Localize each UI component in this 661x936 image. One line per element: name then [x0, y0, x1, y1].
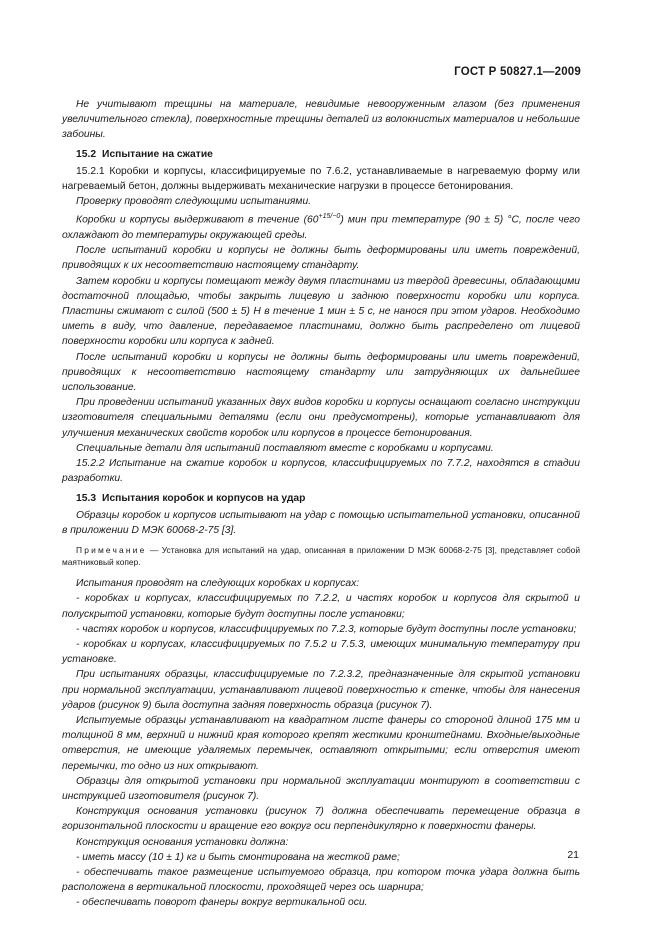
list-item: - иметь массу (10 ± 1) кг и быть смонтирована на жесткой раме;	[76, 851, 400, 863]
note	[62, 544, 580, 568]
paragraph: 15.2.1 Коробки и корпусы, классифицируемые по 7.6.2, устанавливаемые в нагреваемую форму или нагреваемый бетон, должны выдерживать механические нагрузки в процессе бетонирования.	[62, 165, 580, 193]
section-number: 15.3	[76, 492, 97, 504]
section-number: 15.2	[76, 148, 97, 160]
list-item: - коробках и корпусах, классифицируемых по 7.2.2, и частях коробок и корпусов для скрытой и полускрытой установки, которые будут доступны после установки;	[62, 593, 580, 620]
page-body	[62, 97, 580, 911]
paragraph: После испытаний коробки и корпусы не должны быть деформированы или иметь повреждений, приводящих к несоответствию настоящему стандарту или затрудняющих их дальнейшее использование.	[62, 351, 580, 394]
paragraph: При проведении испытаний указанных двух видов коробки и корпусы оснащают согласно инструкции изготовителя специальными деталями (если они предусмотрены), которые устанавливают для улучшения механических свойств коробок или корпусов в процессе бетонирования.	[62, 397, 580, 439]
paragraph-with-tolerance	[62, 209, 580, 243]
list-item: - обеспечивать поворот фанеры вокруг вертикальной оси.	[76, 897, 368, 909]
paragraph: Испытания проводят на следующих коробках и корпусах:	[76, 578, 360, 590]
paragraph: Специальные детали для испытаний поставляют вместе с коробками и корпусами.	[76, 442, 494, 454]
list-item: - коробках и корпусах, классифицируемых по 7.5.2 и 7.5.3, имеющих минимальную температуру при установке.	[62, 638, 580, 666]
paragraph: Не учитывают трещины на материале, невидимые невооруженным глазом (без применения увеличительного стекла), поверхностные трещины деталей из волокнистых материалов и небольшие забоины.	[62, 99, 580, 141]
paragraph: При испытаниях образцы, классифицируемые по 7.2.3.2, предназначенные для скрытой установки при нормальной эксплуатации, устанавливают лицевой поверхностью к стенке, чтобы для нанесения ударов (рисунок 9) была доступна задняя поверхность образца (рисунок 7).	[62, 669, 580, 711]
section-title: Испытание на сжатие	[102, 148, 213, 160]
note-text: — Установка для испытаний на удар, описанная в приложении D МЭК 60068-2-75 [3], представляет собой маятниковый копер.	[62, 545, 580, 568]
paragraph: Образцы для открытой установки при нормальной эксплуатации монтируют в соответствии с инструкцией изготовителя (рисунок 7).	[62, 775, 580, 802]
note-label: Примечание	[76, 545, 147, 556]
text-part: Коробки и корпусы выдерживают в течение (60	[76, 214, 319, 226]
list-item: - частях коробок и корпусов, классифицируемых по 7.2.3, которые будут доступны после установки;	[76, 623, 577, 635]
section-heading-15-2	[62, 147, 580, 162]
paragraph: 15.2.2 Испытание на сжатие коробок и корпусов, классифицируемых по 7.7.2, находятся в стадии разработки.	[62, 458, 580, 485]
section-heading-15-3	[62, 491, 580, 506]
paragraph: Конструкция основания установки должна:	[76, 836, 289, 848]
page-number: 21	[567, 849, 579, 861]
paragraph: Проверку проводят следующими испытаниями.	[76, 196, 312, 208]
document-header: ГОСТ Р 50827.1—2009	[454, 66, 581, 78]
tolerance-superscript: +15/−0	[318, 213, 341, 221]
paragraph: Образцы коробок и корпусов испытывают на удар с помощью испытательной установки, описанной в приложении D МЭК 60068-2-75 [3].	[62, 509, 580, 536]
section-title: Испытания коробок и корпусов на удар	[102, 492, 306, 504]
paragraph: После испытаний коробки и корпусы не должны быть деформированы или иметь повреждений, приводящих к их несоответствию настоящему стандарту.	[62, 245, 580, 272]
paragraph: Затем коробки и корпусы помещают между двумя пластинами из твердой древесины, обладающими достаточной площадью, чтобы закрыть лицевую и заднюю поверхности коробки или корпуса. Пластины сжимают с силой (500 ± 5) Н в течение 1 мин ± 5 с, не нанося при этом ударов. Необходимо иметь в виду, что давление, передаваемое пластинами, должно быть распределено от лицевой поверхности коробки или корпуса к задней.	[62, 275, 580, 348]
paragraph: Испытуемые образцы устанавливают на квадратном листе фанеры со стороной длиной 175 мм и толщиной 8 мм, верхний и нижний края которого крепят жесткими кронштейнами. Входные/выходные отверстия, не имеющие удаляемых перемычек, оставляют открытыми; если отверстия имеют перемычки, то одно из них открывают.	[62, 714, 580, 772]
list-item: - обеспечивать такое размещение испытуемого образца, при котором точка удара должна быть расположена в вертикальной плоскости, проходящей через ось шарнира;	[62, 866, 580, 894]
text-part: ) мин при температуре (90 ± 5) °С, после чего охлаждают до температуры окружающей среды.	[62, 214, 580, 242]
paragraph: Конструкция основания установки (рисунок 7) должна обеспечивать перемещение образца в горизонтальной плоскости и вращение его вокруг оси перпендикулярно к поверхности фанеры.	[62, 806, 580, 833]
